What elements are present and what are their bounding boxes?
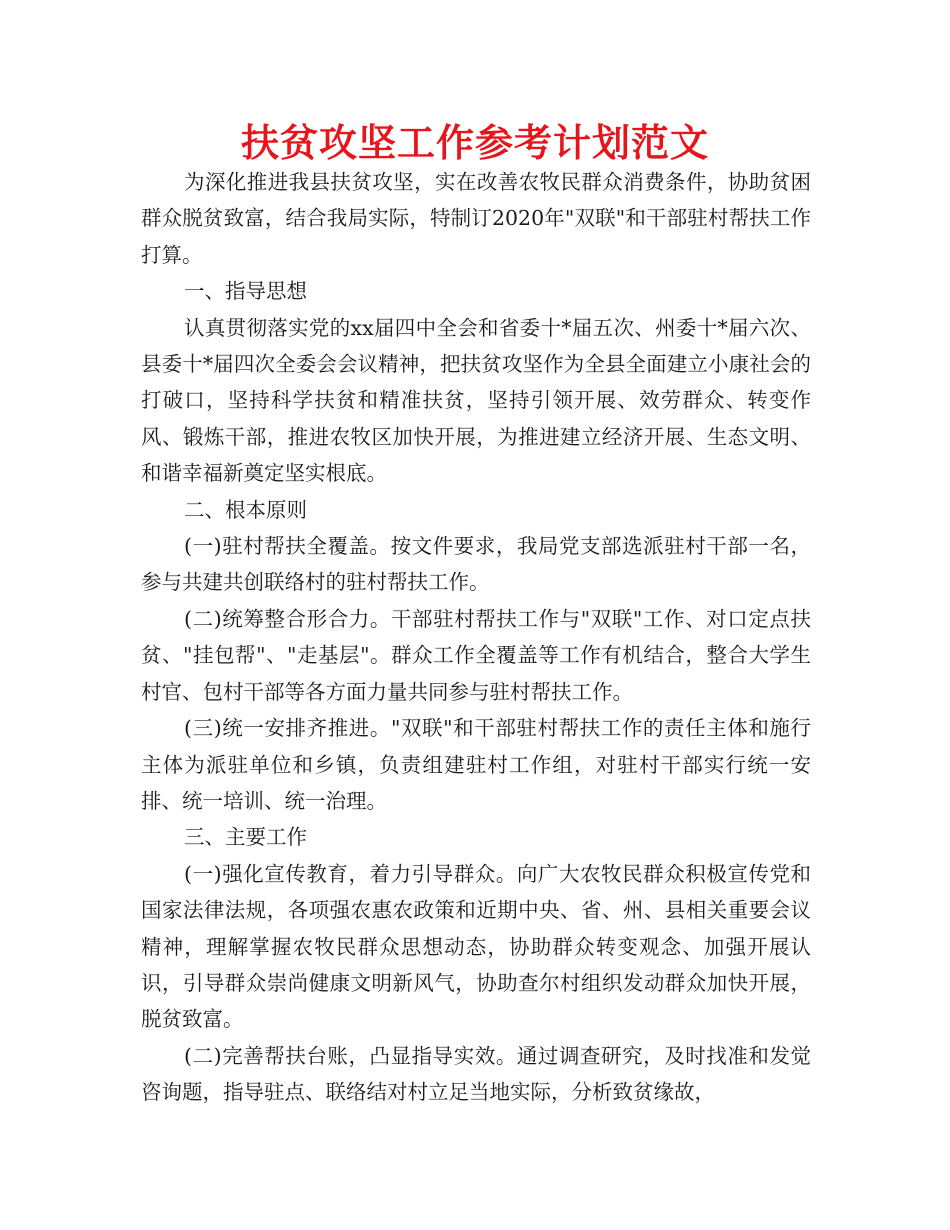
- paragraph-work-2: (二)完善帮扶台账，凸显指导实效。通过调查研究，及时找准和发觉咨询题，指导驻点、联络结对村立足当地实际，分析致贫缘故，: [141, 1043, 811, 1105]
- section-heading-main-work: 三、主要工作: [184, 825, 308, 850]
- document-body: [141, 164, 811, 1111]
- document-title: 扶贫攻坚工作参考计划范文: [240, 121, 709, 165]
- section-heading-guiding-thought: 一、指导思想: [184, 279, 308, 304]
- paragraph-guiding-thought: 认真贯彻落实党的xx届四中全会和省委十*届五次、州委十*届六次、县委十*届四次全委会会议精神，把扶贫攻坚作为全县全面建立小康社会的打破口，坚持科学扶贫和精准扶贫，坚持引领开展、效劳群众、转变作风、锻炼干部，推进农牧区加快开展，为推进建立经济开展、生态文明、和谐幸福新奠定坚实根底。: [141, 315, 811, 486]
- section-heading-basic-principles: 二、根本原则: [184, 497, 308, 522]
- paragraph-principle-3: (三)统一安排齐推进。"双联"和干部驻村帮扶工作的责任主体和施行主体为派驻单位和乡镇，负责组建驻村工作组，对驻村干部实行统一安排、统一培训、统一治理。: [141, 716, 811, 813]
- paragraph-principle-1: (一)驻村帮扶全覆盖。按文件要求，我局党支部选派驻村干部一名，参与共建共创联络村的驻村帮扶工作。: [141, 534, 811, 595]
- paragraph-principle-2: (二)统筹整合形合力。干部驻村帮扶工作与"双联"工作、对口定点扶贫、"挂包帮"、"走基层"。群众工作全覆盖等工作有机结合，整合大学生村官、包村干部等各方面力量共同参与驻村帮扶工作。: [141, 606, 811, 704]
- paragraph-intro: 为深化推进我县扶贫攻坚，实在改善农牧民群众消费条件，协助贫困群众脱贫致富，结合我局实际，特制订2020年"双联"和干部驻村帮扶工作打算。: [141, 170, 811, 267]
- paragraph-work-1: (一)强化宣传教育，着力引导群众。向广大农牧民群众积极宣传党和国家法律法规，各项强农惠农政策和近期中央、省、州、县相关重要会议精神，理解掌握农牧民群众思想动态，协助群众转变观念、加强开展认识，引导群众崇尚健康文明新风气，协助查尔村组织发动群众加快开展，脱贫致富。: [141, 861, 811, 1032]
